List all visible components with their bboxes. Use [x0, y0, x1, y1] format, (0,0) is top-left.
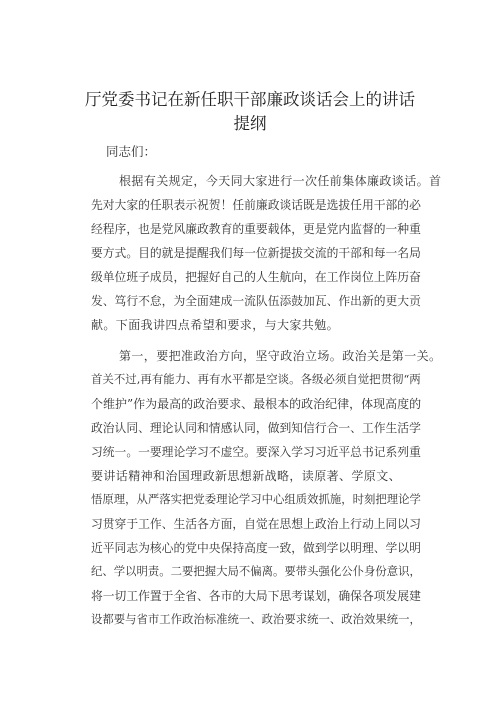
paragraph-line: 设都要与省市工作政治标准统一、政治要求统一、政治效果统一， — [91, 612, 421, 626]
paragraph-line: 习贯穿于工作、生活各方面，自觉在思想上政治上行动上同以习 — [91, 517, 421, 531]
paragraph-line: 第一，要把准政治方向，坚守政治立场。政治关是第一关。 — [119, 349, 442, 363]
title-line-1: 厅党委书记在新任职干部廉政谈话会上的讲话 — [85, 90, 415, 109]
salutation: 同志们： — [106, 144, 157, 159]
paragraph-line: 献。下面我讲四点希望和要求，与大家共勉。 — [91, 318, 340, 332]
paragraph-line: 要讲话精神和治国理政新思想新战略，读原著、学原文、 — [91, 469, 402, 483]
paragraph-line: 先对大家的任职表示祝贺！任前廉政谈话既是选拔任用干部的必 — [91, 198, 421, 212]
paragraph-line: 政治认同、理论认同和情感认同，做到知信行合一、工作生活学 — [91, 421, 421, 435]
paragraph-line: 个维护”作为最高的政治要求、最根本的政治纪律，体现高度的 — [91, 397, 422, 411]
paragraph-line: 悟原理，从严落实把党委理论学习中心组质效抓施，时刻把理论学 — [91, 492, 421, 506]
paragraph-line: 纪、学以明责。二要把握大局不偏离。要带头强化公仆身份意识， — [91, 564, 421, 578]
paragraph-line: 习统一。一要理论学习不虚空。要深入学习习近平总书记系列重 — [91, 445, 421, 459]
paragraph-line: 级单位班子成员，把握好自己的人生航向，在工作岗位上阵历奋 — [91, 270, 421, 284]
paragraph-line: 要方式。目的就是提醒我们每一位新提拔交流的干部和每一名局 — [91, 246, 421, 260]
paragraph-line: 经程序，也是党风廉政教育的重要载体，更是党内监督的一种重 — [91, 222, 421, 236]
document-title — [60, 88, 440, 136]
paragraph-line: 近平同志为核心的党中央保持高度一致，做到学以明理、学以明 — [91, 541, 421, 555]
title-line-2: 提纲 — [233, 114, 267, 133]
paragraph-line: 发、笃行不怠，为全面建成一流队伍添鼓加瓦、作出新的更大贡 — [91, 294, 421, 308]
paragraph-line: 首关不过,再有能力、再有水平都是空谈。各级必须自觉把贯彻“两 — [91, 372, 421, 386]
paragraph-line: 根据有关规定，今天同大家进行一次任前集体廉政谈话。首 — [119, 174, 442, 188]
paragraph-line: 将一切工作置于全省、各市的大局下思考谋划，确保各项发展建 — [91, 589, 421, 603]
